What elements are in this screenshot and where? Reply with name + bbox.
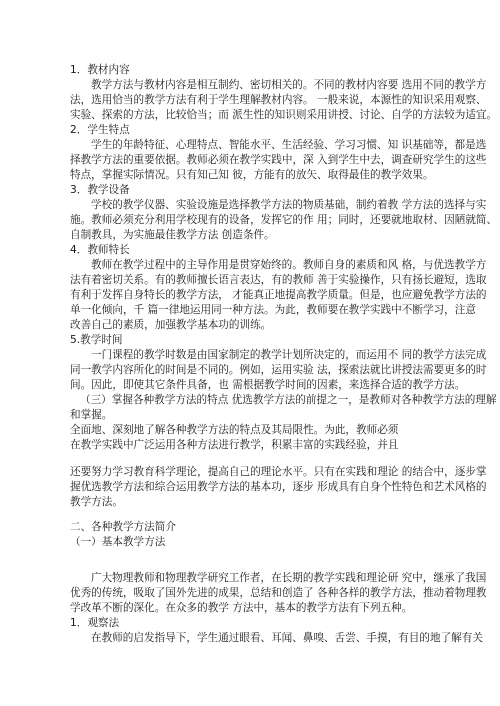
paragraph-line: 特点，掌握实际情况。只有知己知 彼，方能有的放矢、取得最佳的教学效果。 xyxy=(70,169,434,181)
paragraph-line: 教学方法与教材内容是相互制约、密切相关的。不同的教材内容要 选用不同的教学方 xyxy=(91,79,487,91)
paragraph-line: 法，选用恰当的教学方法有利于学生理解教材内容。 一般来说，本源性的知识采用观察、 xyxy=(70,94,487,106)
paragraph-line: 法有着密切关系。有的教师擅长语言表达，有的教师 善于实验操作，只有扬长避短，选取 xyxy=(70,274,487,286)
subsection-heading-basic-methods: （一）基本教学方法 xyxy=(70,536,166,548)
paragraph-line: 在教学实践中广泛运用各种方法进行教学，积累丰富的实践经验，并且 xyxy=(70,439,399,451)
heading-teaching-equipment: 3．教学设备 xyxy=(70,184,130,196)
paragraph-line: 自制教具，为实施最佳教学方法 创造条件。 xyxy=(70,229,275,241)
heading-teaching-time: 5.教学时间 xyxy=(70,334,123,346)
paragraph-line: 单一化倾向，千 篇一律地运用同一种方法。为此，教师要在教学实践中不断学习，注意 xyxy=(70,304,476,316)
paragraph-line: 学改革不断的深化。在众多的教学 方法中，基本的教学方法有下列五种。 xyxy=(70,602,413,614)
heading-teacher-strengths: 4．教师特长 xyxy=(70,244,130,256)
paragraph-line: 优秀的传统，吸取了国外先进的成果，总结和创造了 各种各样的教学方法，推动着物理教 xyxy=(70,587,487,599)
paragraph-line: 改善自己的素质，加强教学基本功的训练。 xyxy=(70,319,272,331)
paragraph-line: 还要努力学习教育科学理论，提高自己的理论水平。只有在实践和理论 的结合中，逐步掌 xyxy=(70,466,487,478)
heading-student-traits: 2．学生特点 xyxy=(70,124,130,136)
paragraph-line: 在教师的启发指导下，学生通过眼看、耳闻、鼻嗅、舌尝、手摸，有目的地了解有关 xyxy=(91,632,483,644)
paragraph-line: 施。教师必须充分利用学校现有的设备，发挥它的作 用；同时，还要就地取材、因陋就简、 xyxy=(70,214,498,226)
paragraph-line: 有利于发挥自身特长的教学方法， 才能真正地提高教学质量。但是，也应避免教学方法的 xyxy=(70,289,487,301)
paragraph-line: 同一教学内容所化的时间是不同的。例如，运用实验 法，探索法就比讲授法需要更多的时 xyxy=(70,364,487,376)
paragraph-line: 和掌握。 xyxy=(70,409,113,421)
heading-textbook-content: 1．教材内容 xyxy=(70,64,130,76)
paragraph-line: 学生的年龄特征、心理特点、智能水平、生活经验、学习习惯、知 识基础等，都是选 xyxy=(91,139,487,151)
paragraph-line: 学校的教学仪器、实验设施是选择教学方法的物质基础，制约着教 学方法的选择与实 xyxy=(91,199,487,211)
section-heading-methods-intro: 二、各种教学方法简介 xyxy=(70,521,176,533)
paragraph-line: 一门课程的教学时数是由国家制定的教学计划所决定的，而运用不 同的教学方法完成 xyxy=(91,349,487,361)
paragraph-line: 全面地、深刻地了解各种教学方法的特点及其局限性。为此，教师必须 xyxy=(70,424,399,436)
paragraph-line: 间。因此，即使其它条件具备，也 需根据教学时间的因素，来选择合适的教学方法。 xyxy=(70,379,466,391)
paragraph-line: 实验、探索的方法，比较恰当；而 派生性的知识则采用讲授、讨论、自学的方法较为适宜。 xyxy=(70,109,498,121)
paragraph-line: 教师在教学过程中的主导作用是贯穿始终的。教师自身的素质和风 格，与优选教学方 xyxy=(91,259,487,271)
paragraph-line: 择教学方法的重要依据。教师必须在教学实践中，深 入到学生中去，调查研究学生的这些 xyxy=(70,154,487,166)
paragraph-line: 广大物理教师和物理教学研究工作者，在长期的教学实践和理论研 究中，继承了我国 xyxy=(91,572,487,584)
heading-master-methods: （三）掌握各种教学方法的特点 优选教学方法的前提之一，是教师对各种教学方法的理解 xyxy=(80,394,497,406)
heading-observation-method: 1．观察法 xyxy=(70,617,120,629)
paragraph-line: 教学方法。 xyxy=(70,496,123,508)
paragraph-line: 握优选教学方法和综合运用教学方法的基本功，逐步 形成具有自身个性特色和艺术风格的 xyxy=(70,481,487,493)
